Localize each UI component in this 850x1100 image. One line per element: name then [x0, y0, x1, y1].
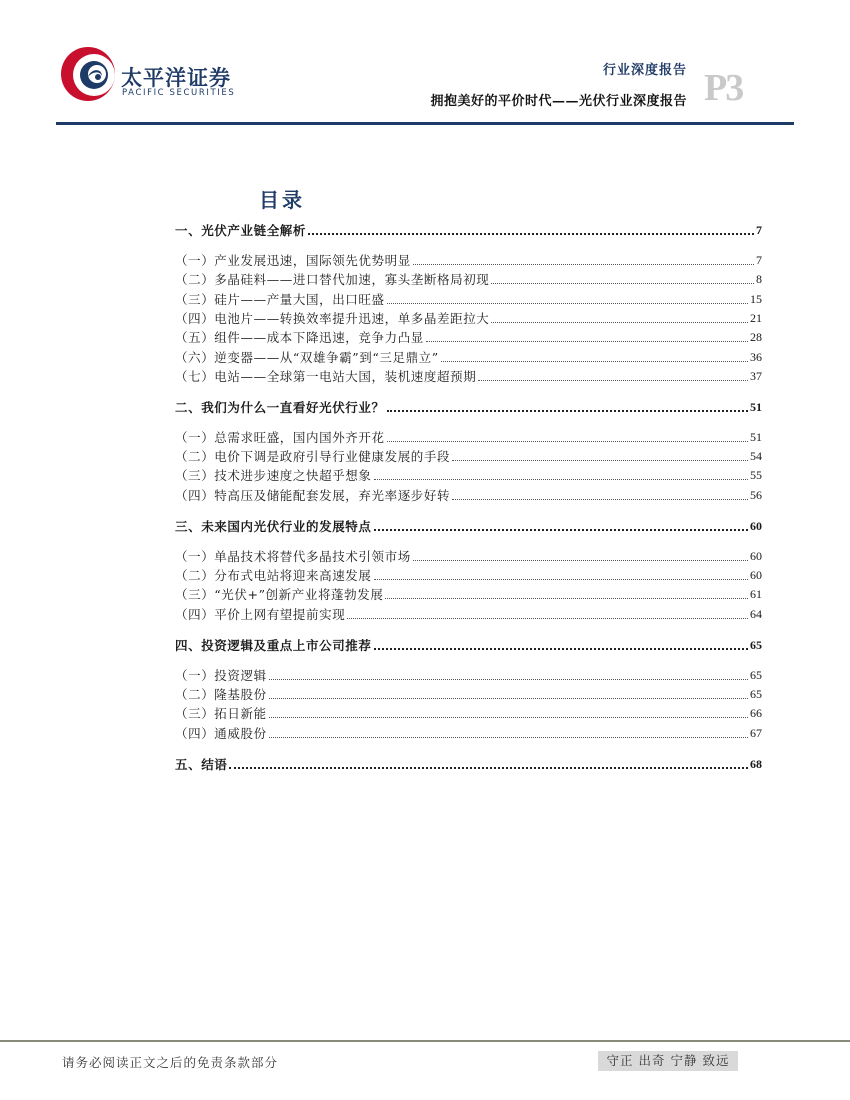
toc-subsection-entry[interactable] [175, 308, 762, 327]
toc-entry-title: （一）总需求旺盛，国内国外齐开花 [175, 429, 385, 445]
toc-dot-leader [413, 560, 748, 561]
toc-dot-leader [308, 233, 754, 235]
toc-entry-page: 60 [750, 568, 762, 582]
toc-subsection-entry[interactable] [175, 485, 762, 504]
toc-dot-leader [387, 410, 748, 412]
toc-entry-title: 三、未来国内光伏行业的发展特点 [175, 518, 372, 534]
footer-disclaimer: 请务必阅读正文之后的免责条款部分 [62, 1055, 279, 1070]
toc-dot-leader [374, 479, 748, 480]
toc-entry-title: 二、我们为什么一直看好光伏行业？ [175, 399, 385, 415]
toc-entry-title: （六）逆变器——从“双雄争霸”到“三足鼎立” [175, 349, 439, 365]
toc-entry-title: （四）通威股份 [175, 725, 267, 741]
toc-subsection-entry[interactable] [175, 347, 762, 366]
pacific-securities-logo [58, 44, 118, 104]
toc-entry-title: （二）电价下调是政府引导行业健康发展的手段 [175, 449, 451, 465]
toc-entry-title: （二）隆基股份 [175, 686, 267, 702]
toc-dot-leader [269, 737, 748, 738]
toc-dot-leader [426, 341, 748, 342]
toc-subsection-entry[interactable] [175, 289, 762, 308]
toc-dot-leader [452, 499, 748, 500]
toc-section-entry[interactable] [175, 635, 762, 654]
toc-entry-page: 66 [750, 706, 762, 721]
toc-entry-page: 7 [756, 253, 762, 267]
toc-subsection-entry[interactable] [175, 269, 762, 288]
toc-subsection-entry[interactable] [175, 565, 762, 584]
toc-entry-title: （一）产业发展迅速，国际领先优势明显 [175, 253, 411, 268]
toc-entry-title: （三）技术进步速度之快超乎想象 [175, 468, 372, 484]
toc-entry-title: （二）分布式电站将迎来高速发展 [175, 568, 372, 583]
toc-entry-page: 60 [750, 548, 762, 563]
toc-entry-page: 65 [750, 667, 762, 682]
toc-subsection-entry[interactable] [175, 703, 762, 722]
toc-section-entry[interactable] [175, 516, 762, 535]
toc-dot-leader [441, 361, 748, 362]
toc-entry-page: 55 [750, 468, 762, 483]
toc-entry-page: 54 [750, 449, 762, 464]
toc-entry-page: 65 [750, 686, 762, 701]
toc-section-entry[interactable] [175, 220, 762, 239]
brand-name-en: PACIFIC SECURITIES [122, 88, 236, 98]
toc-subsection-entry[interactable] [175, 427, 762, 446]
header-divider [56, 122, 794, 125]
toc-dot-leader [385, 598, 748, 599]
toc-entry-page: 64 [750, 606, 762, 621]
footer-motto: 守正 出奇 宁静 致远 [598, 1051, 738, 1071]
toc-entry-page: 8 [756, 272, 762, 287]
toc-dot-leader [374, 579, 748, 580]
toc-entry-title: （一）单晶技术将替代多晶技术引领市场 [175, 548, 411, 564]
toc-subsection-entry[interactable] [175, 327, 762, 346]
toc-entry-page: 56 [750, 487, 762, 502]
toc-dot-leader [347, 618, 748, 619]
toc-dot-leader [269, 717, 748, 718]
toc-entry-page: 51 [750, 429, 762, 444]
toc-entry-page: 61 [750, 587, 762, 602]
toc-entry-title: （二）多晶硅料——进口替代加速，寡头垄断格局初现 [175, 272, 490, 288]
page-number: P3 [704, 67, 743, 109]
toc-entry-page: 15 [750, 291, 762, 306]
toc-entry-page: 7 [756, 223, 762, 237]
footer-divider [0, 1040, 850, 1042]
toc-entry-title: 一、光伏产业链全解析 [175, 223, 307, 238]
toc-entry-page: 51 [750, 399, 762, 414]
page-header [0, 0, 850, 130]
toc-dot-leader [269, 679, 748, 680]
report-type: 行业深度报告 [602, 63, 687, 78]
toc-section-entry[interactable] [175, 397, 762, 416]
toc-subsection-entry[interactable] [175, 465, 762, 484]
toc-entry-page: 65 [750, 637, 762, 652]
toc-dot-leader [374, 648, 748, 650]
toc-subsection-entry[interactable] [175, 250, 762, 269]
toc-entry-title: （一）投资逻辑 [175, 667, 267, 683]
toc-entry-title: （三）硅片——产量大国，出口旺盛 [175, 291, 385, 307]
toc-section-entry[interactable] [175, 754, 762, 773]
toc-dot-leader [491, 283, 754, 284]
toc-entry-page: 68 [750, 756, 762, 771]
toc-dot-leader [269, 698, 748, 699]
toc-dot-leader [452, 460, 748, 461]
toc-subsection-entry[interactable] [175, 546, 762, 565]
toc-dot-leader [478, 380, 748, 381]
toc-title: 目录 [259, 188, 305, 212]
toc-subsection-entry[interactable] [175, 604, 762, 623]
toc-entry-page: 67 [750, 725, 762, 740]
toc-dot-leader [229, 767, 748, 769]
toc-subsection-entry[interactable] [175, 684, 762, 703]
toc-subsection-entry[interactable] [175, 446, 762, 465]
toc-entry-page: 37 [750, 368, 762, 383]
toc-dot-leader [491, 322, 748, 323]
toc-entry-title: （四）特高压及储能配套发展，弃光率逐步好转 [175, 487, 451, 503]
toc-subsection-entry[interactable] [175, 584, 762, 603]
toc-subsection-entry[interactable] [175, 665, 762, 684]
toc-entry-title: 五、结语 [175, 756, 228, 772]
toc-subsection-entry[interactable] [175, 366, 762, 385]
toc-entry-title: （三）拓日新能 [175, 706, 267, 722]
toc-entry-title: 四、投资逻辑及重点上市公司推荐 [175, 637, 372, 653]
toc-dot-leader [387, 441, 748, 442]
toc-dot-leader [374, 529, 748, 531]
toc-entry-title: （四）平价上网有望提前实现 [175, 606, 346, 622]
report-subtitle: 拥抱美好的平价时代——光伏行业深度报告 [430, 94, 687, 109]
brand-name-cn: 太平洋证券 [121, 66, 231, 90]
toc-entry-page: 36 [750, 349, 762, 364]
toc-entry-title: （五）组件——成本下降迅速，竞争力凸显 [175, 330, 424, 346]
toc-entry-page: 21 [750, 310, 762, 325]
toc-entry-title: （三）“光伏+”创新产业将蓬勃发展 [175, 587, 384, 603]
toc-dot-leader [413, 264, 754, 265]
toc-entry-title: （四）电池片——转换效率提升迅速，单多晶差距拉大 [175, 310, 490, 326]
toc-entry-title: （七）电站——全球第一电站大国，装机速度超预期 [175, 368, 477, 384]
toc-subsection-entry[interactable] [175, 723, 762, 742]
toc-entry-page: 60 [750, 518, 762, 533]
toc-entry-page: 28 [750, 330, 762, 345]
toc-dot-leader [387, 303, 748, 304]
